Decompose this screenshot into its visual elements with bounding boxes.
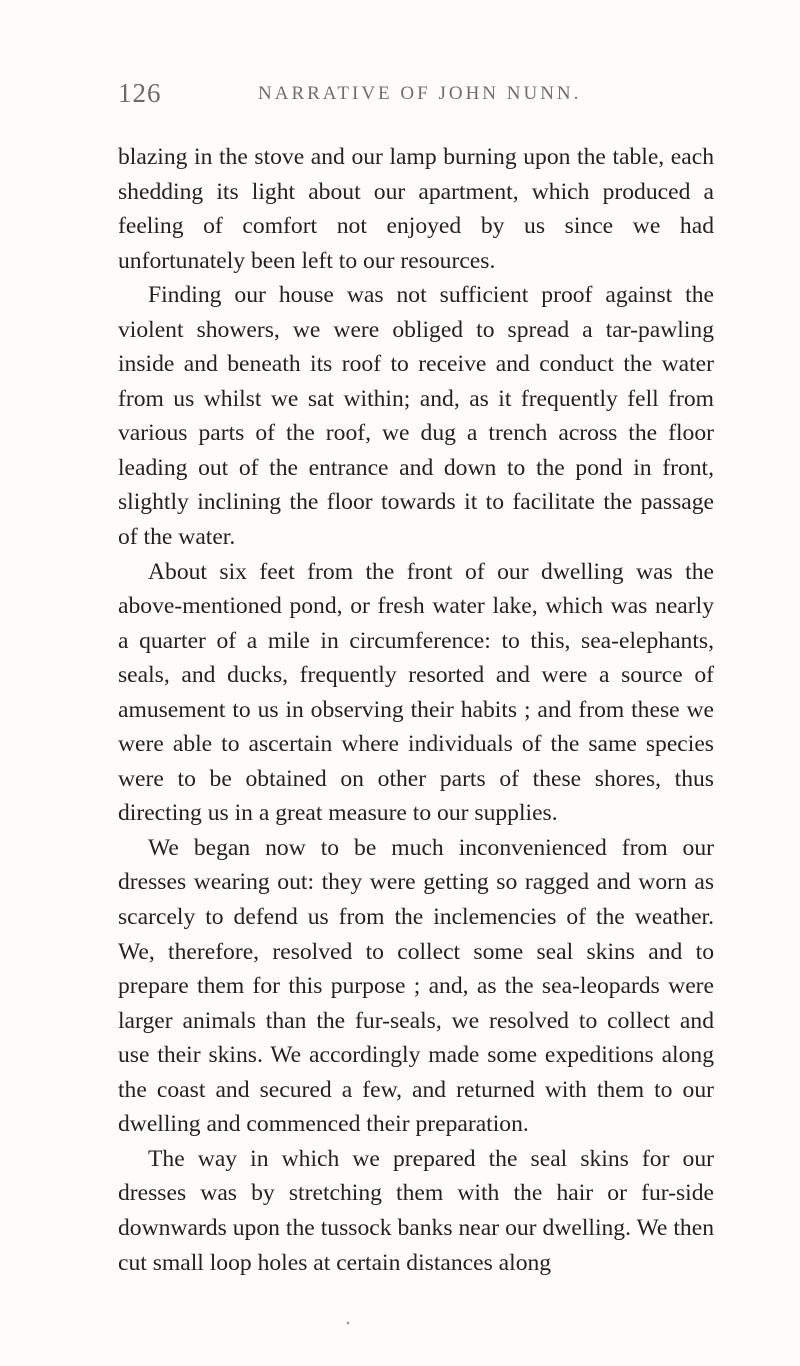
- running-title: NARRATIVE OF JOHN NUNN.: [258, 83, 582, 104]
- page-number: 126: [118, 78, 162, 108]
- paragraph: About six feet from the front of our dwelling was the above-mentioned pond, or fresh water lake, which was nearly a quarter of a mile in circumference: to this, sea-elephants, seals, and ducks, frequently resorted and were a source of amusement to us in observing their habits ; and from these we were able to ascertain where individuals of the same species were to be obtained on other parts of these shores, thus directing us in a great measure to our supplies.: [118, 558, 714, 827]
- paragraph: We began now to be much inconvenienced from our dresses wearing out: they were getting so ragged and worn as scarcely to defend us from the inclemencies of the weather. We, therefore, resolved to collect some seal skins and to prepare them for this purpose ; and, as the sea-leopards were larger animals than the fur-seals, we resolved to collect and use their skins. We accordingly made some expeditions along the coast and secured a few, and returned with them to our dwelling and commenced their preparation.: [118, 834, 714, 1138]
- paragraph-continued: blazing in the stove and our lamp burning upon the table, each shedding its light about our apartment, which produced a feeling of comfort not enjoyed by us since we had unfortunately been left to our resources.: [118, 144, 714, 274]
- paragraph: Finding our house was not sufficient proof against the violent showers, we were obliged to spread a tar-pawling inside and beneath its roof to receive and conduct the water from us whilst we sat within; and, as it frequently fell from various parts of the roof, we dug a trench across the floor leading out of the entrance and down to the pond in front, slightly inclining the floor towards it to facilitate the passage of the water.: [118, 282, 714, 551]
- paper-speck: [347, 1322, 350, 1325]
- running-header: [118, 78, 718, 112]
- body-text: [118, 140, 714, 1280]
- paragraph: The way in which we prepared the seal skins for our dresses was by stretching them with the hair or fur-side downwards upon the tussock banks near our dwelling. We then cut small loop holes at certain distances along: [118, 1145, 714, 1276]
